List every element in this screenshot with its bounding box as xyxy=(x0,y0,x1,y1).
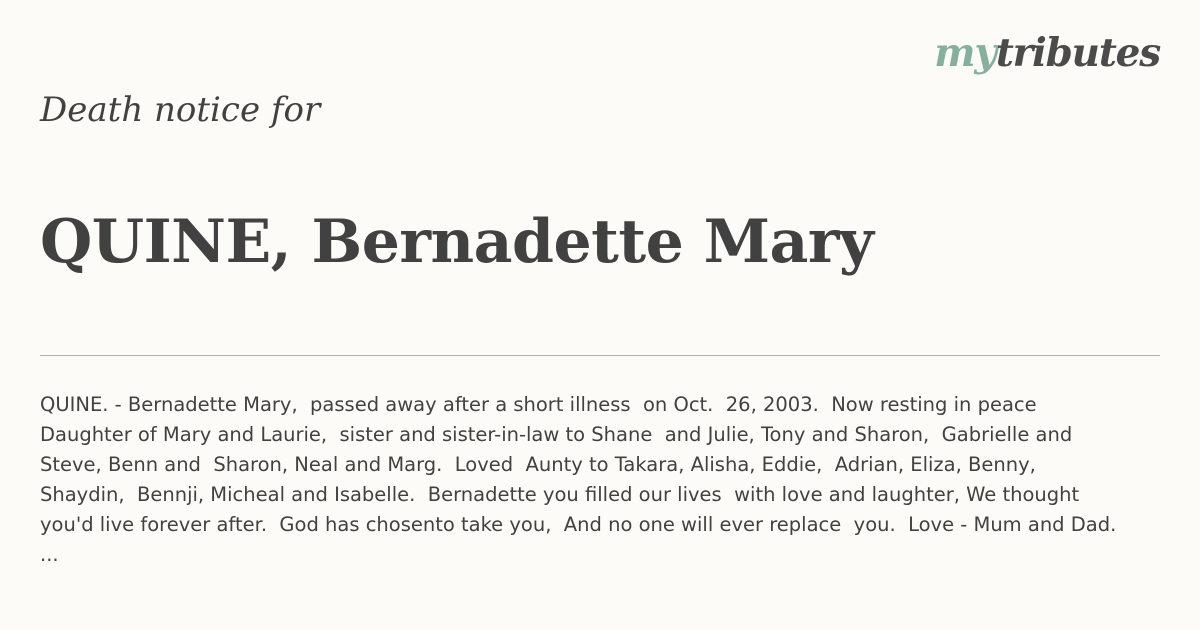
logo-my: my xyxy=(934,30,996,76)
notice-body xyxy=(40,390,1160,570)
notice-ellipsis: ... xyxy=(40,543,59,566)
notice-line: Steve, Benn and Sharon, Neal and Marg. Loved Aunty to Takara, Alisha, Eddie, Adrian, Eliza, Benny, xyxy=(40,453,1036,476)
divider xyxy=(40,355,1160,356)
notice-line: you'd live forever after. God has chosento take you, And no one will ever replace you. Love - Mum and Dad. xyxy=(40,513,1117,536)
notice-line: Daughter of Mary and Laurie, sister and sister-in-law to Shane and Julie, Tony and Sharon, Gabrielle and xyxy=(40,423,1073,446)
logo-tributes: tributes xyxy=(995,30,1160,76)
notice-line: Shaydin, Bennji, Micheal and Isabelle. Bernadette you filled our lives with love and laughter, We thought xyxy=(40,483,1080,506)
notice-kicker: Death notice for xyxy=(40,90,321,130)
deceased-name: QUINE, Bernadette Mary xyxy=(40,207,874,277)
notice-line: QUINE. - Bernadette Mary, passed away after a short illness on Oct. 26, 2003. Now resting in peace xyxy=(40,393,1037,416)
mytributes-logo[interactable] xyxy=(934,30,1160,76)
